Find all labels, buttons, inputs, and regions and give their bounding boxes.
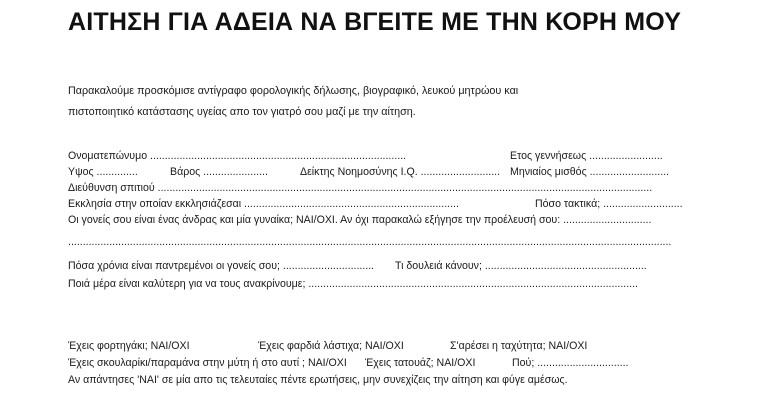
- salary-field[interactable]: Μηνιαίος μισθός ...........................: [510, 166, 670, 178]
- where-field[interactable]: Πού; ...............................: [512, 357, 629, 369]
- church-field[interactable]: Εκκλησία στην οποίαν εκκλησιάζεσαι .........................................................................: [68, 198, 459, 210]
- interview-day-field[interactable]: Ποιά μέρα είναι καλύτερη για να τους ανακρίνουμε; ................................................................................................................: [68, 278, 638, 290]
- piercing-question[interactable]: Έχεις σκουλαρίκι/παραμάνα στην μύτη ή στο αυτί ; ΝΑΙ/ΟΧΙ: [68, 357, 347, 369]
- parents-question[interactable]: Οι γονείς σου είναι ένας άνδρας και μία γυναίκα; ΝΑΙ/ΟΧΙ. Αν όχι παρακαλώ εξήγησε την προέλευσή σου: ..............................: [68, 214, 652, 226]
- name-field[interactable]: Ονοματεπώνυμο .......................................................................................: [68, 150, 407, 162]
- intro-line-2: πιστοποιητικό κατάστασης υγείας απο τον γιατρό σου μαζί με την αίτηση.: [68, 106, 416, 118]
- years-married-field[interactable]: Πόσα χρόνια είναι παντρεμένοι οι γονείς σου; ...............................: [68, 260, 375, 272]
- speed-question[interactable]: Σ'αρέσει η ταχύτητα; ΝΑΙ/ΟΧΙ: [450, 340, 588, 352]
- address-field[interactable]: Διεύθυνση σπιτιού ........................................................................................................................................................................: [68, 182, 653, 194]
- tires-question[interactable]: Έχεις φαρδιά λάστιχα; ΝΑΙ/ΟΧΙ: [258, 340, 404, 352]
- blank-answer-line[interactable]: .............................................................................................................................................................................................................: [68, 236, 672, 248]
- frequency-field[interactable]: Πόσο τακτικά; ...........................: [535, 198, 683, 210]
- job-field[interactable]: Τι δουλειά κάνουν; .......................................................: [395, 260, 647, 272]
- height-field[interactable]: Υψος ..............: [68, 166, 138, 178]
- page-title: ΑΙΤΗΣΗ ΓΙΑ ΑΔΕΙΑ ΝΑ ΒΓΕΙΤΕ ΜΕ ΤΗΝ ΚΟΡΗ ΜΟΥ: [68, 8, 682, 36]
- weight-field[interactable]: Βάρος ......................: [170, 166, 268, 178]
- warning-text: Αν απάντησες 'ΝΑΙ' σε μία απο τις τελευταίες πέντε ερωτήσεις, μην συνεχίζεις την αίτηση και φύγε αμέσως.: [68, 374, 568, 386]
- iq-field[interactable]: Δείκτης Νοημοσύνης I.Q. ...........................: [300, 166, 501, 178]
- intro-line-1: Παρακαλούμε προσκόμισε αντίγραφο φορολογικής δήλωσης, βιογραφικό, λευκού μητρώου και: [68, 85, 519, 97]
- birth-year-field[interactable]: Ετος γεννήσεως .........................: [510, 150, 663, 162]
- truck-question[interactable]: Έχεις φορτηγάκι; ΝΑΙ/ΟΧΙ: [68, 340, 190, 352]
- tattoo-question[interactable]: Έχεις τατουάζ; ΝΑΙ/ΟΧΙ: [365, 357, 476, 369]
